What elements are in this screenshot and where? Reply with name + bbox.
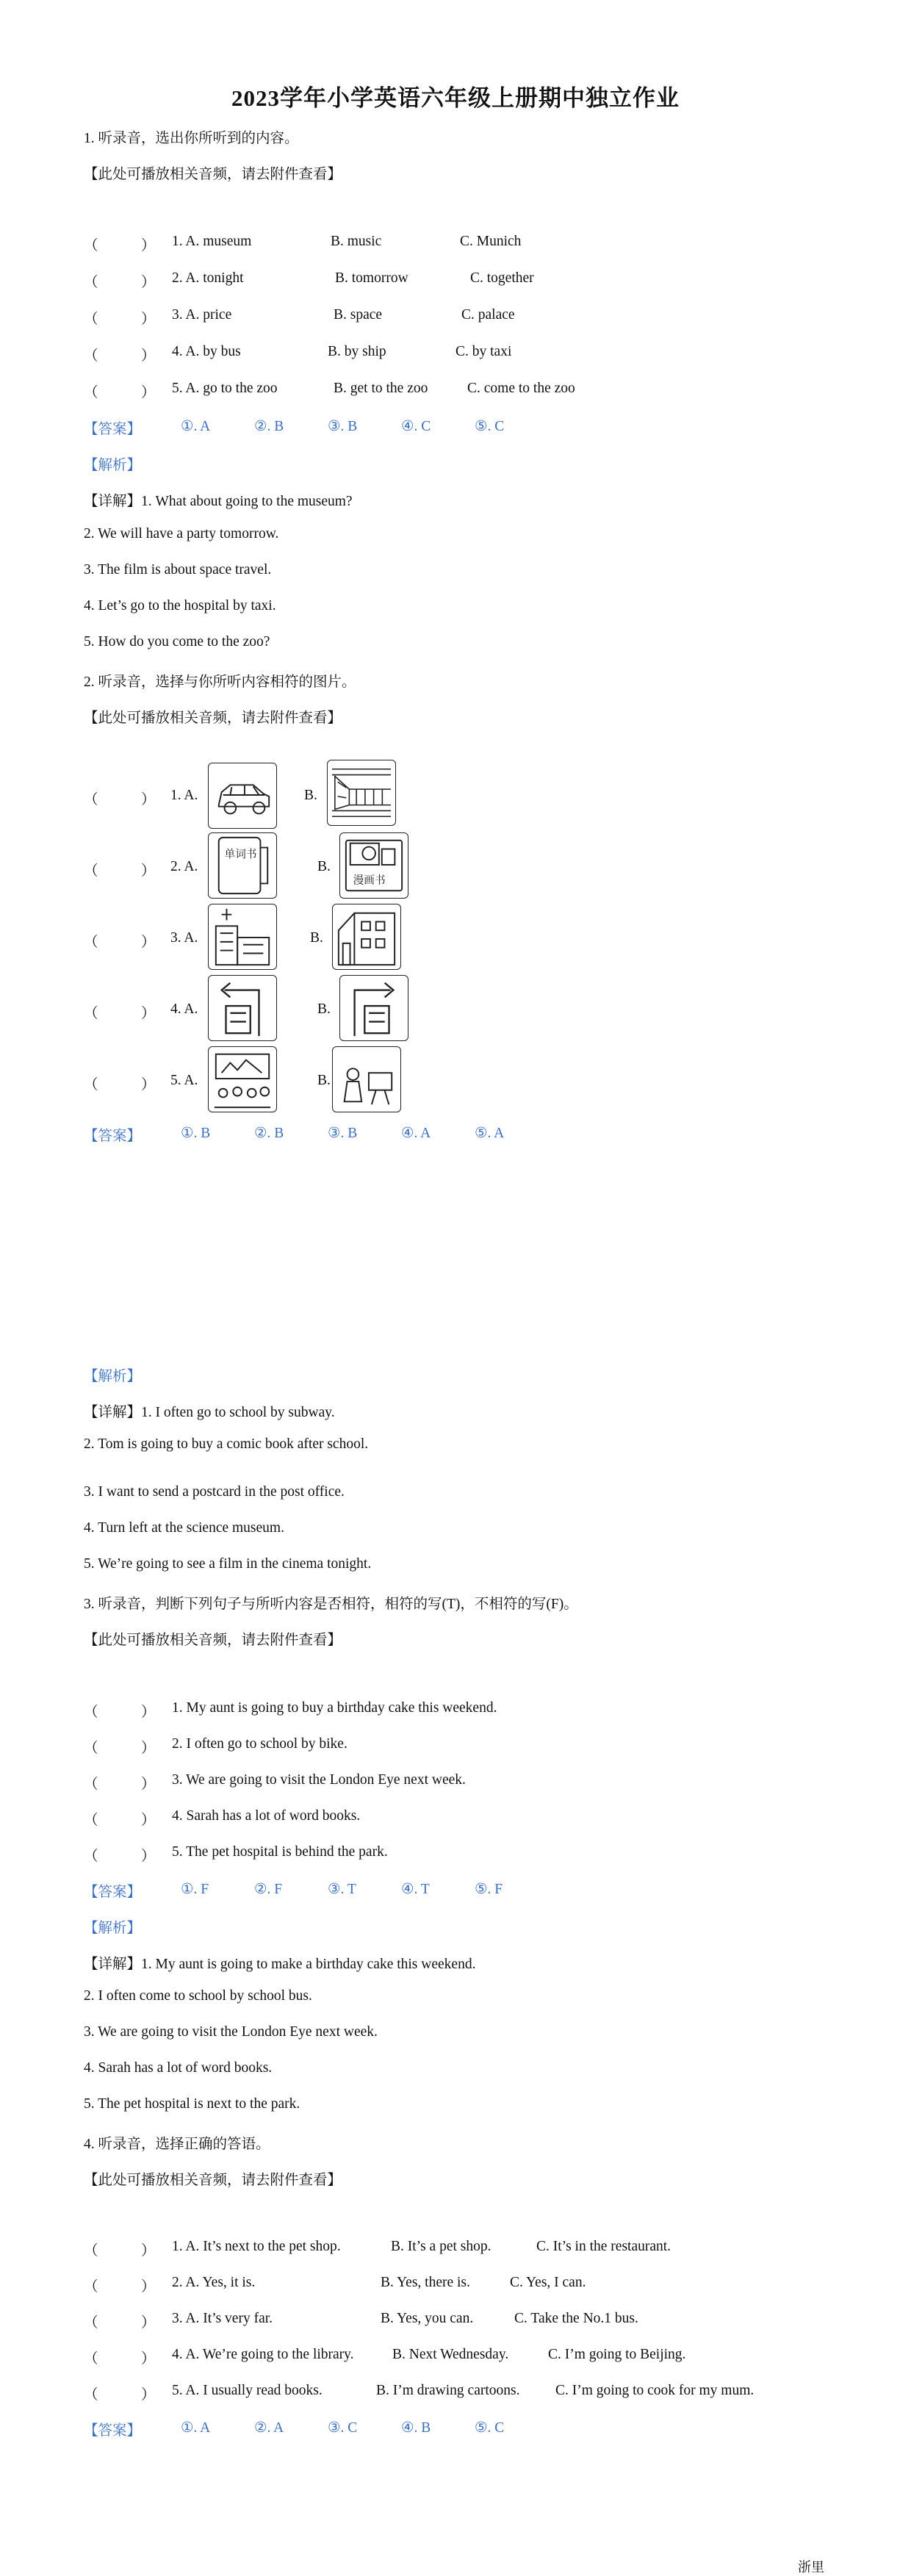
answer-blank[interactable]: （ ） [84,2243,156,2259]
q3-detail-1 [84,1952,475,1973]
q2-detail-1 [84,1400,335,1421]
answer: ①. A [181,2420,211,2436]
statement: 5. The pet hospital is behind the park. [172,1844,388,1860]
option-c: C. by taxi [455,344,512,359]
q2-item [0,930,911,948]
q1-detail: 5. How do you come to the zoo? [84,634,270,650]
answer: ⑤. F [475,1882,503,1897]
q2-item [0,1073,911,1093]
option-b: B. It’s a pet shop. [391,2239,491,2254]
option-c: C. come to the zoo [467,381,575,396]
option-a-label: 4. A. [170,1001,198,1017]
answer-blank[interactable]: （ ） [84,935,156,950]
detail-label: 【详解】 [84,494,142,509]
answer-blank[interactable]: （ ） [84,1077,156,1093]
answer: ⑤. C [475,2420,505,2436]
answer: ③. B [328,419,358,434]
option-a: 3. A. price [172,307,232,323]
statement: 2. I often go to school by bike. [172,1736,348,1752]
answer-label: 【答案】 [84,1129,142,1144]
q2-audio-note: 【此处可播放相关音频，请去附件查看】 [84,710,342,726]
q1-item [0,307,911,325]
cinema-icon[interactable] [208,1046,277,1112]
q3-item [0,1808,911,1826]
answer: ①. A [181,419,211,434]
q2-item [0,859,911,877]
q1-item [0,270,911,288]
answer-blank[interactable]: （ ） [84,2351,156,2367]
option-b: B. get to the zoo [334,381,428,396]
answer-label: 【答案】 [84,1885,142,1900]
detail-text: 1. I often go to school by subway. [141,1405,335,1420]
answer: ①. B [181,1126,211,1141]
answer: ④. C [401,419,431,434]
svg-text:漫画书: 漫画书 [353,874,386,887]
q1-answer-row [0,417,911,435]
q3-item [0,1772,911,1790]
option-a-label: 1. A. [170,788,198,803]
answer: ④. A [401,1126,431,1141]
q3-detail: 4. Sarah has a lot of word books. [84,2060,273,2076]
answer: ④. T [401,1882,430,1897]
option-a: 2. A. Yes, it is. [172,2275,256,2290]
answer: ③. B [328,1126,358,1141]
answer-blank[interactable]: （ ） [84,1813,156,1828]
answer: ①. F [181,1882,209,1897]
statement: 1. My aunt is going to buy a birthday cake this weekend. [172,1700,497,1716]
answer-blank[interactable]: （ ） [84,348,156,364]
q3-detail: 3. We are going to visit the London Eye next week. [84,2024,378,2040]
comic-book-icon[interactable] [339,832,408,899]
statement: 3. We are going to visit the London Eye next week. [172,1772,466,1788]
option-c: C. I’m going to Beijing. [548,2347,686,2362]
painting-icon[interactable] [332,1046,401,1112]
option-a: 2. A. tonight [172,270,244,286]
answer: ②. F [254,1882,283,1897]
answer-blank[interactable]: （ ） [84,2279,156,2295]
q2-analysis-label: 【解析】 [84,1369,142,1384]
q3-detail: 5. The pet hospital is next to the park. [84,2096,300,2112]
q2-detail: 3. I want to send a postcard in the post office. [84,1484,345,1500]
q4-audio-note: 【此处可播放相关音频，请去附件查看】 [84,2173,342,2188]
q2-item [0,1001,911,1019]
answer-blank[interactable]: （ ） [84,1849,156,1864]
q1-analysis-label: 【解析】 [84,458,142,473]
turn-left-icon[interactable] [208,975,277,1041]
q4-item [0,2383,911,2403]
q2-answer-row [0,1124,911,1142]
answer: ②. B [254,1126,284,1141]
option-b: B. music [331,234,382,249]
option-a-label: 5. A. [170,1073,198,1088]
option-b-label: B. [317,1073,331,1088]
option-c: C. Munich [460,234,522,249]
detail-label: 【详解】 [84,1405,142,1420]
q2-detail: 2. Tom is going to buy a comic book after school. [84,1436,369,1452]
hospital-icon[interactable] [208,904,277,970]
q3-item [0,1700,911,1718]
option-b: B. Yes, there is. [381,2275,470,2290]
q3-audio-note: 【此处可播放相关音频，请去附件查看】 [84,1633,342,1648]
option-c: C. Take the No.1 bus. [514,2311,638,2326]
q1-item [0,381,911,398]
q4-prompt: 4. 听录音，选择正确的答语。 [84,2137,270,2152]
option-a: 4. A. We’re going to the library. [172,2347,354,2362]
detail-text: 1. My aunt is going to make a birthday cake this weekend. [141,1957,476,1972]
option-b-label: B. [310,930,323,946]
option-a: 3. A. It’s very far. [172,2311,273,2326]
option-b: B. Next Wednesday. [392,2347,509,2362]
q4-item [0,2311,911,2331]
option-a: 1. A. museum [172,234,252,249]
answer-blank[interactable]: （ ） [84,238,156,253]
answer: ③. C [328,2420,358,2436]
answer-label: 【答案】 [84,422,142,437]
car-icon[interactable] [208,763,277,829]
q1-audio-note: 【此处可播放相关音频，请去附件查看】 [84,167,342,182]
page-title: 2023学年小学英语六年级上册期中独立作业 [231,85,680,111]
option-a: 4. A. by bus [172,344,241,359]
q3-detail: 2. I often come to school by school bus. [84,1988,312,2004]
option-b-label: B. [304,788,317,803]
option-b-label: B. [317,1001,331,1017]
option-b: B. Yes, you can. [381,2311,474,2326]
option-b-label: B. [317,859,331,874]
answer-blank[interactable]: （ ） [84,863,156,879]
q2-item [0,788,911,805]
q1-detail: 3. The film is about space travel. [84,562,272,578]
q3-item [0,1844,911,1862]
answer: ③. T [328,1882,356,1897]
answer-blank[interactable]: （ ） [84,1705,156,1720]
q1-detail: 2. We will have a party tomorrow. [84,526,279,542]
q4-answer-row [0,2419,911,2439]
q1-detail-1 [84,489,353,510]
word-book-icon[interactable] [208,832,277,899]
option-c: C. I’m going to cook for my mum. [555,2383,755,2398]
footer-mark: 浙里 [798,2560,824,2575]
q2-detail: 4. Turn left at the science museum. [84,1520,284,1536]
q3-item [0,1736,911,1754]
option-a: 5. A. I usually read books. [172,2383,323,2398]
answer-blank[interactable]: （ ） [84,385,156,400]
answer-blank[interactable]: （ ） [84,2387,156,2403]
option-a: 1. A. It’s next to the pet shop. [172,2239,341,2254]
option-c: C. together [470,270,534,286]
option-a-label: 2. A. [170,859,198,874]
statement: 4. Sarah has a lot of word books. [172,1808,361,1824]
option-a: 5. A. go to the zoo [172,381,278,396]
answer: ④. B [401,2420,431,2436]
svg-text:单词书: 单词书 [224,848,257,861]
option-b: B. space [334,307,383,323]
answer-blank[interactable]: （ ） [84,1006,156,1021]
option-b: B. I’m drawing cartoons. [376,2383,520,2398]
q4-item [0,2347,911,2367]
q1-detail: 4. Let’s go to the hospital by taxi. [84,598,276,614]
answer-blank[interactable]: （ ） [84,312,156,327]
option-b: B. tomorrow [335,270,408,286]
answer: ⑤. C [475,419,505,434]
answer-blank[interactable]: （ ） [84,1777,156,1792]
detail-label: 【详解】 [84,1957,142,1972]
q1-prompt: 1. 听录音，选出你所听到的内容。 [84,131,299,146]
answer-blank[interactable]: （ ） [84,792,156,807]
q1-item [0,344,911,364]
answer-blank[interactable]: （ ） [84,275,156,290]
q3-analysis-label: 【解析】 [84,1921,142,1936]
q2-prompt: 2. 听录音，选择与你所听内容相符的图片。 [84,674,356,690]
detail-text: 1. What about going to the museum? [141,494,353,509]
q2-detail: 5. We’re going to see a film in the cinema tonight. [84,1556,372,1572]
q3-prompt: 3. 听录音，判断下列句子与所听内容是否相符，相符的写(T)，不相符的写(F)。 [84,1597,578,1612]
answer-blank[interactable]: （ ） [84,2315,156,2331]
option-b: B. by ship [328,344,386,359]
option-c: C. It’s in the restaurant. [536,2239,671,2254]
answer-label: 【答案】 [84,2423,142,2439]
answer-blank[interactable]: （ ） [84,1741,156,1756]
option-c: C. Yes, I can. [510,2275,586,2290]
q4-item [0,2239,911,2259]
post-office-icon[interactable] [332,904,401,970]
q3-answer-row [0,1880,911,1898]
answer: ②. A [254,2420,284,2436]
option-a-label: 3. A. [170,930,198,946]
q4-item [0,2275,911,2295]
q1-item [0,234,911,251]
subway-icon[interactable] [327,760,396,826]
answer: ②. B [254,419,284,434]
answer: ⑤. A [475,1126,505,1141]
turn-right-icon[interactable] [339,975,408,1041]
option-c: C. palace [461,307,515,323]
